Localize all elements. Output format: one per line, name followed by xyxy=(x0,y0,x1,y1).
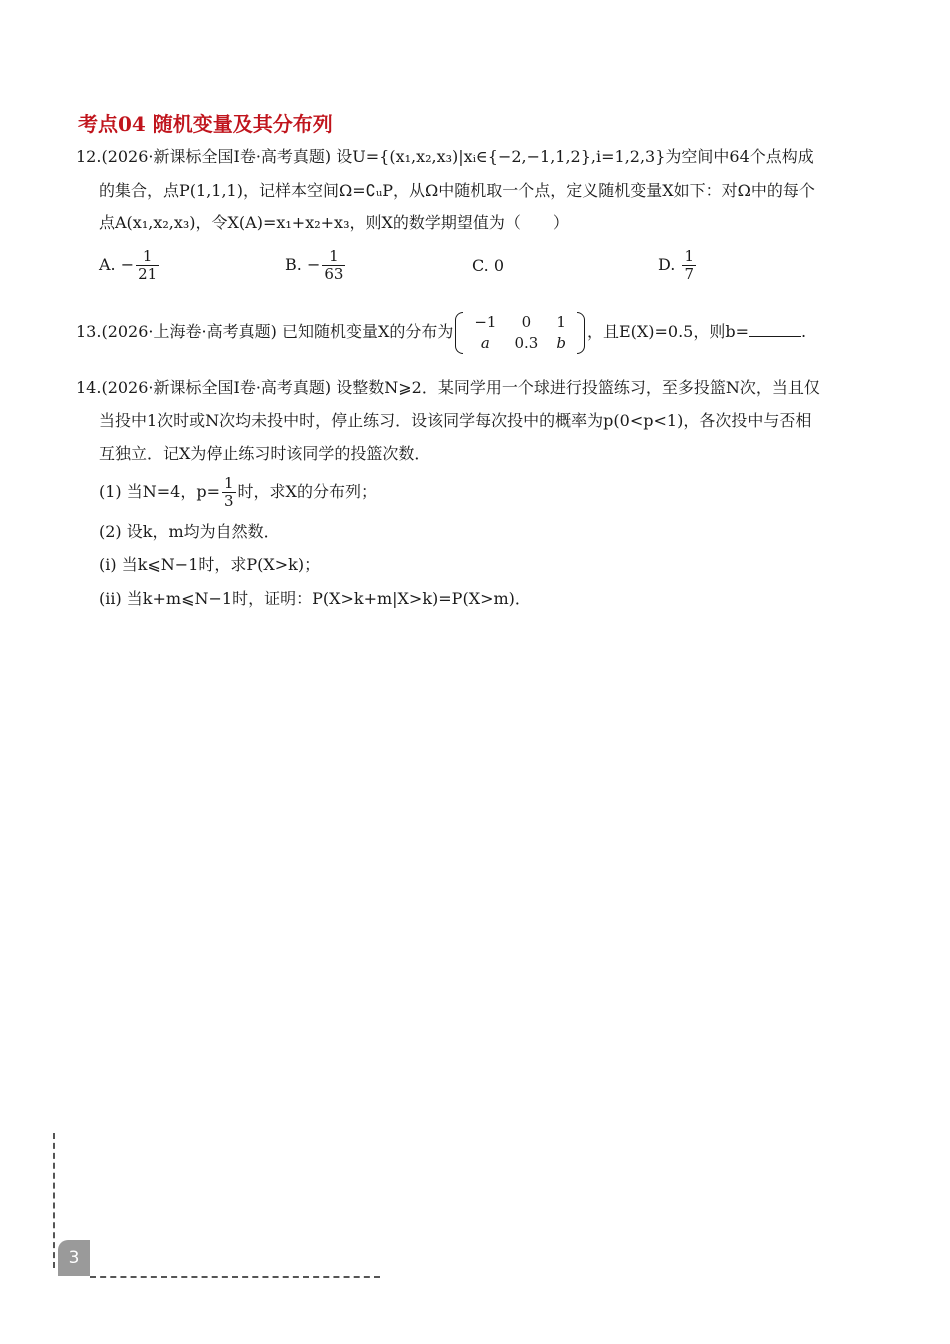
q13-pre-text: 已知随机变量X的分布为 xyxy=(281,322,454,341)
q12-choice-a[interactable]: A. − $\frac{1}{21}$ xyxy=(99,247,158,283)
section-heading: 考点04 随机变量及其分布列 xyxy=(78,112,333,136)
q12-choice-d-fraction: $\frac{1}{7}$ xyxy=(684,247,694,283)
matrix-cell: 1 xyxy=(556,312,566,331)
q12-choice-c[interactable]: C. 0 xyxy=(472,256,505,275)
footer-dashed-vertical-line xyxy=(53,1133,55,1268)
q14-source: (2026·新课标全国Ⅰ卷·高考真题) xyxy=(101,378,332,397)
q13-end: . xyxy=(801,322,807,341)
q14-line-2: 当投中1次时或N次均未投中时，停止练习．设该同学每次投中的概率为p(0<p<1)，各次投中与否相 xyxy=(99,411,812,430)
q14-line-1-text: 设整数N⩾2．某同学用一个球进行投篮练习，至多投篮N次，当且仅 xyxy=(336,378,820,397)
matrix-cell: 0 xyxy=(521,312,532,331)
q12-line-2: 的集合，点P(1,1,1)，记样本空间Ω=∁ᵤP，从Ω中随机取一个点，定义随机变量X如下：对Ω中的每个 xyxy=(99,181,815,200)
q12-choice-d[interactable]: D. $\frac{1}{7}$ xyxy=(658,247,694,283)
q14-part-2-ii: (ii) 当k+m⩽N−1时，证明：P(X>k+m|X>k)=P(X>m)． xyxy=(99,589,531,608)
q13-answer-blank[interactable] xyxy=(749,322,801,337)
q12-number: 12. xyxy=(76,147,102,166)
q12-line-1-text: 设U={(x₁,x₂,x₃)|xᵢ∈{−2,−1,1,2},i=1,2,3}为空间中64个点构成 xyxy=(336,147,814,166)
q14-line-3: 互独立．记X为停止练习时该同学的投篮次数． xyxy=(99,444,431,463)
q12-choice-a-fraction: $\frac{1}{21}$ xyxy=(138,247,158,283)
q14-part-1-fraction: $\frac{1}{3}$ xyxy=(224,474,234,510)
matrix-cell: a xyxy=(480,333,490,352)
q13-distribution-matrix xyxy=(455,312,585,354)
q14-line-1 xyxy=(76,378,820,398)
matrix-cell: −1 xyxy=(474,312,497,331)
q12-choice-b[interactable]: B. − $\frac{1}{63}$ xyxy=(285,247,344,283)
matrix-cell: 0.3 xyxy=(514,333,539,352)
q14-part-2: (2) 设k，m均为自然数． xyxy=(99,522,280,541)
page-number: 3 xyxy=(58,1240,90,1276)
q13-source: (2026·上海卷·高考真题) xyxy=(101,322,277,341)
q14-number: 14. xyxy=(76,378,102,397)
footer-dashed-horizontal-line xyxy=(90,1276,380,1278)
q14-part-1: (1) 当N=4，p= $\frac{1}{3}$ 时，求X的分布列； xyxy=(99,474,377,510)
q12-line-3: 点A(x₁,x₂,x₃)，令X(A)=x₁+x₂+x₃，则X的数学期望值为（ ） xyxy=(99,213,569,232)
q13-number: 13. xyxy=(76,322,102,341)
q14-part-2-i: (i) 当k⩽N−1时，求P(X>k)； xyxy=(99,555,321,574)
q12-line-1 xyxy=(76,147,814,167)
matrix-cell: b xyxy=(556,333,566,352)
q12-source: (2026·新课标全国Ⅰ卷·高考真题) xyxy=(101,147,332,166)
q12-choice-b-fraction: $\frac{1}{63}$ xyxy=(324,247,344,283)
q13-post-text: ，且E(X)=0.5，则b= xyxy=(586,322,749,341)
q13-line xyxy=(76,309,806,355)
